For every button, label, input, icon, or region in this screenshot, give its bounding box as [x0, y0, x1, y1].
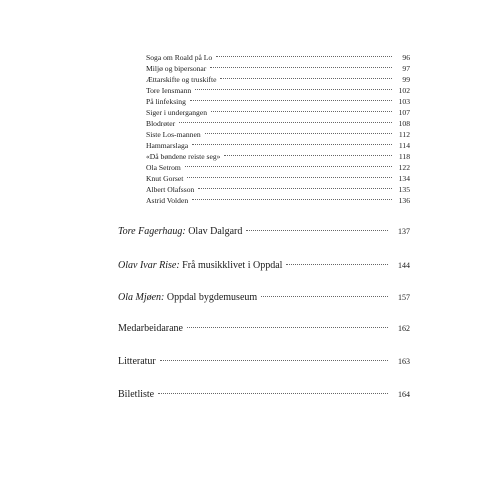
dot-leader — [224, 155, 392, 156]
toc-chapter-title: Medarbeidarane — [118, 323, 183, 334]
toc-entry-page: 97 — [402, 64, 410, 73]
dot-leader — [158, 393, 388, 394]
toc-entry-title: Miljø og bipersonar — [146, 64, 207, 73]
toc-entry-page: 118 — [398, 152, 410, 161]
toc-entry-page: 134 — [398, 174, 410, 183]
toc-chapter-author: Olav Ivar Rise: — [118, 260, 180, 271]
dot-leader — [187, 177, 392, 178]
toc-chapter-title: Litteratur — [118, 356, 156, 367]
toc-entry — [146, 163, 410, 173]
toc-entry-page: 112 — [398, 130, 410, 139]
toc-chapter-page: 162 — [398, 324, 410, 333]
dot-leader — [216, 56, 392, 57]
toc-chapter-page: 157 — [398, 293, 410, 302]
toc-entry-title: Blodrøter — [146, 119, 176, 128]
dot-leader — [220, 78, 392, 79]
toc-entry-title: Siger i undergangen — [146, 108, 208, 117]
toc-chapter — [118, 260, 410, 273]
toc-chapter-title: Biletliste — [118, 389, 155, 400]
toc-entry-title: Tore Iensmann — [146, 86, 192, 95]
dot-leader — [246, 230, 388, 231]
dot-leader — [261, 296, 388, 297]
toc-entry-page: 114 — [398, 141, 410, 150]
dot-leader — [205, 133, 392, 134]
dot-leader — [160, 360, 388, 361]
toc-chapter-title: Oppdal bygdemuseum — [166, 292, 258, 303]
toc-chapter-page: 163 — [398, 357, 410, 366]
toc-chapter-page: 144 — [398, 261, 410, 270]
toc-chapter-title: Olav Dalgard — [188, 226, 243, 237]
toc-entry-title: Ættarskifte og truskifte — [146, 75, 217, 84]
toc-entry-page: 107 — [398, 108, 410, 117]
toc-entry — [146, 53, 410, 63]
toc-entry-page: 99 — [402, 75, 410, 84]
toc-entry-title: Albert Olafsson — [146, 185, 195, 194]
toc-entry — [146, 119, 410, 129]
dot-leader — [195, 89, 392, 90]
toc-chapter — [118, 389, 410, 402]
toc-entry — [146, 108, 410, 118]
toc-entry-title: «Då bøndene reiste seg» — [146, 152, 221, 161]
toc-entry — [146, 130, 410, 140]
toc-entry-page: 108 — [398, 119, 410, 128]
dot-leader — [210, 67, 392, 68]
toc-chapter — [118, 356, 410, 369]
toc-chapter — [118, 292, 410, 305]
toc-entry — [146, 141, 410, 151]
toc-entry-title: Knut Gorset — [146, 174, 184, 183]
dot-leader — [185, 166, 392, 167]
dot-leader — [198, 188, 392, 189]
toc-entry-title: Siste Los-mannen — [146, 130, 201, 139]
toc-chapter-page: 164 — [398, 390, 410, 399]
toc-entry-page: 102 — [398, 86, 410, 95]
toc-entry — [146, 152, 410, 162]
dot-leader — [179, 122, 392, 123]
dot-leader — [286, 264, 388, 265]
toc-chapter-page: 137 — [398, 227, 410, 236]
dot-leader — [192, 199, 392, 200]
dot-leader — [211, 111, 392, 112]
toc-chapter — [118, 323, 410, 336]
toc-chapter-author: Tore Fagerhaug: — [118, 226, 186, 237]
toc-entry-page: 136 — [398, 196, 410, 205]
toc-entry — [146, 196, 410, 206]
toc-chapter-author: Ola Mjøen: — [118, 292, 165, 303]
toc-entry-page: 96 — [402, 53, 410, 62]
toc-entry-title: På linfeksing — [146, 97, 186, 106]
toc-entry — [146, 185, 410, 195]
toc-entry — [146, 174, 410, 184]
toc-entry-page: 122 — [398, 163, 410, 172]
toc-entry-title: Hammarslaga — [146, 141, 189, 150]
toc-entry-title: Ola Setrom — [146, 163, 181, 172]
toc-entry — [146, 86, 410, 96]
toc-entry — [146, 75, 410, 85]
toc-entry-page: 135 — [398, 185, 410, 194]
toc-entry-page: 103 — [398, 97, 410, 106]
toc-entry — [146, 64, 410, 74]
dot-leader — [187, 327, 388, 328]
toc-chapter-title: Frå musikklivet i Oppdal — [182, 260, 283, 271]
toc-entry-title: Soga om Roald på Lo — [146, 53, 213, 62]
dot-leader — [190, 100, 392, 101]
dot-leader — [192, 144, 392, 145]
toc-entry-title: Astrid Volden — [146, 196, 189, 205]
toc-chapter — [118, 226, 410, 239]
toc-entry — [146, 97, 410, 107]
